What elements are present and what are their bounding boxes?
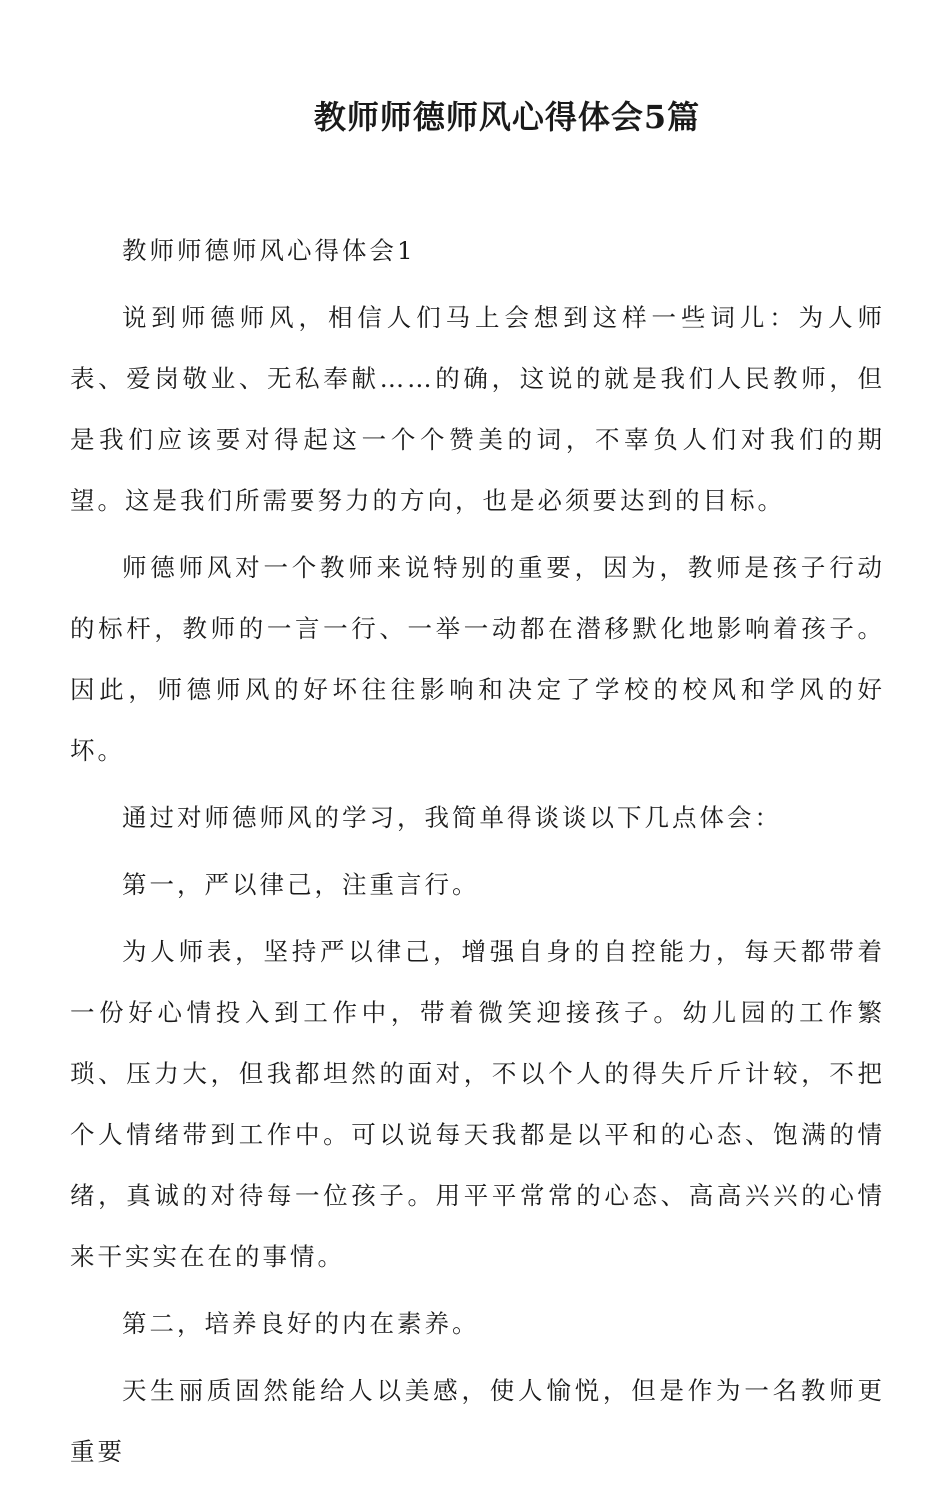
paragraph: 为人师表，坚持严以律己，增强自身的自控能力，每天都带着一份好心情投入到工作中，带着微笑迎接孩子。幼儿园的工作繁琐、压力大，但我都坦然的面对，不以个人的得失斤斤计较，不把个人情绪带到工作中。可以说每天我都是以平和的心态、饱满的情绪，真诚的对待每一位孩子。用平平常常的心态、高高兴兴的心情来干实实在在的事情。 <box>70 937 885 1271</box>
document-body <box>70 220 885 1488</box>
paragraph: 天生丽质固然能给人以美感，使人愉悦，但是作为一名教师更重要 <box>70 1376 885 1466</box>
paragraph: 通过对师德师风的学习，我简单得谈谈以下几点体会： <box>122 803 782 832</box>
document-title: 教师师德师风心得体会5篇 <box>313 98 701 136</box>
paragraph: 师德师风对一个教师来说特别的重要，因为，教师是孩子行动的标杆，教师的一言一行、一举一动都在潜移默化地影响着孩子。因此，师德师风的好坏往往影响和决定了学校的校风和学风的好坏。 <box>70 553 885 765</box>
point-heading: 第一，严以律己，注重言行。 <box>122 870 480 899</box>
section-heading: 教师师德师风心得体会1 <box>122 236 416 265</box>
point-heading: 第二，培养良好的内在素养。 <box>122 1309 480 1338</box>
paragraph: 说到师德师风，相信人们马上会想到这样一些词儿：为人师表、爱岗敬业、无私奉献……的确，这说的就是我们人民教师，但是我们应该要对得起这一个个赞美的词，不辜负人们对我们的期望。这是我们所需要努力的方向，也是必须要达到的目标。 <box>70 303 885 515</box>
